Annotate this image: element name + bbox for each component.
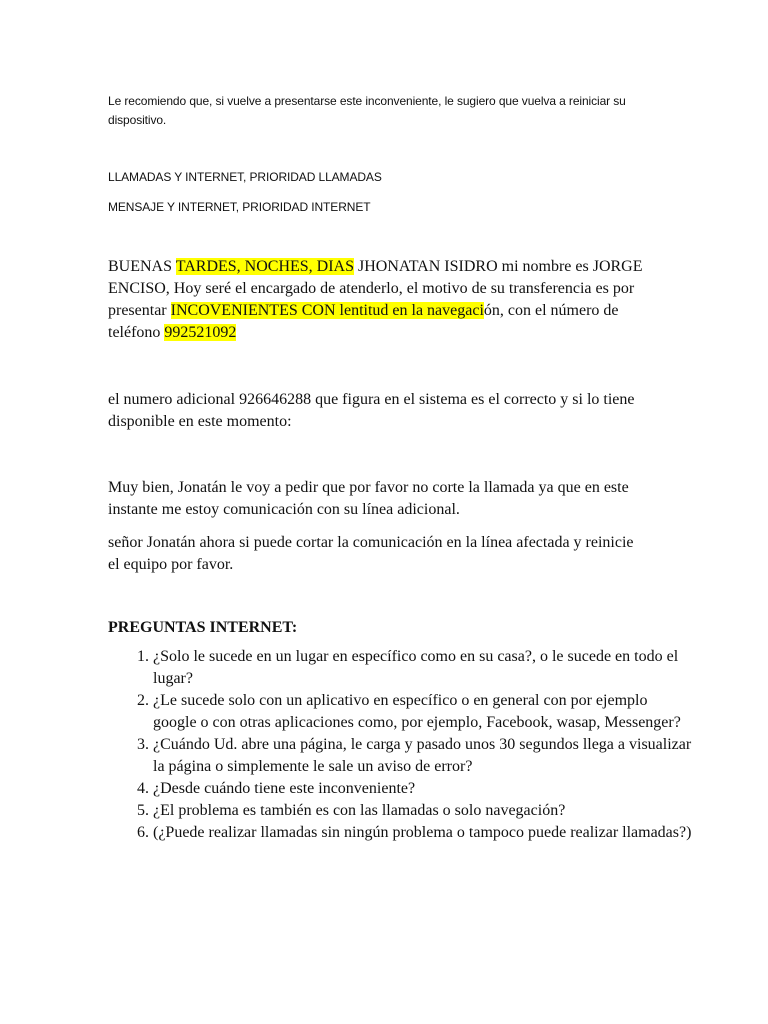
calls-priority-line: LLAMADAS Y INTERNET, PRIORIDAD LLAMADAS bbox=[108, 170, 382, 184]
questions-list bbox=[108, 646, 693, 844]
greeting-highlight-phone: 992521092 bbox=[164, 324, 237, 341]
greeting-text: JHONATAN ISIDRO mi nombre es JORGE ENCISO, Hoy seré el encargado de atenderlo, el motivo de su transferencia es por presentar bbox=[108, 258, 643, 319]
restart-instruction-paragraph: señor Jonatán ahora si puede cortar la comunicación en la línea afectada y reinicie el equipo por favor. bbox=[108, 534, 634, 573]
greeting-paragraph bbox=[108, 256, 648, 344]
messages-priority-line: MENSAJE Y INTERNET, PRIORIDAD INTERNET bbox=[108, 200, 371, 214]
greeting-highlight-issue: INCOVENIENTES CON lentitud en la navegaci bbox=[170, 302, 484, 319]
list-item: 3. ¿Cuándo Ud. abre una página, le carga y pasado unos 30 segundos llega a visualizar la página o simplemente le sale un aviso de error? bbox=[153, 734, 693, 778]
greeting-text: BUENAS bbox=[108, 258, 176, 275]
list-item: 6. (¿Puede realizar llamadas sin ningún problema o tampoco puede realizar llamadas?) bbox=[153, 822, 693, 844]
list-item: 5. ¿El problema es también es con las llamadas o solo navegación? bbox=[153, 800, 693, 822]
list-item: 2. ¿Le sucede solo con un aplicativo en específico o en general con por ejemplo google o con otras aplicaciones como, por ejemplo, Facebook, wasap, Messenger? bbox=[153, 690, 693, 734]
questions-heading: PREGUNTAS INTERNET: bbox=[108, 619, 298, 636]
greeting-highlight-time: TARDES, NOCHES, DIAS bbox=[175, 258, 355, 275]
list-item: 1. ¿Solo le sucede en un lugar en específico como en su casa?, o le sucede en todo el lugar? bbox=[153, 646, 693, 690]
greeting-text: ón, con el número de teléfono bbox=[108, 302, 619, 341]
dont-hang-up-paragraph: Muy bien, Jonatán le voy a pedir que por favor no corte la llamada ya que en este instante me estoy comunicación con su línea adicional. bbox=[108, 479, 629, 518]
recommendation-paragraph: Le recomiendo que, si vuelve a presentarse este inconveniente, le sugiero que vuelva a reiniciar su dispositivo. bbox=[108, 94, 626, 127]
additional-number-paragraph: el numero adicional 926646288 que figura en el sistema es el correcto y si lo tiene disponible en este momento: bbox=[108, 391, 635, 430]
list-item: 4. ¿Desde cuándo tiene este inconveniente? bbox=[153, 778, 693, 800]
